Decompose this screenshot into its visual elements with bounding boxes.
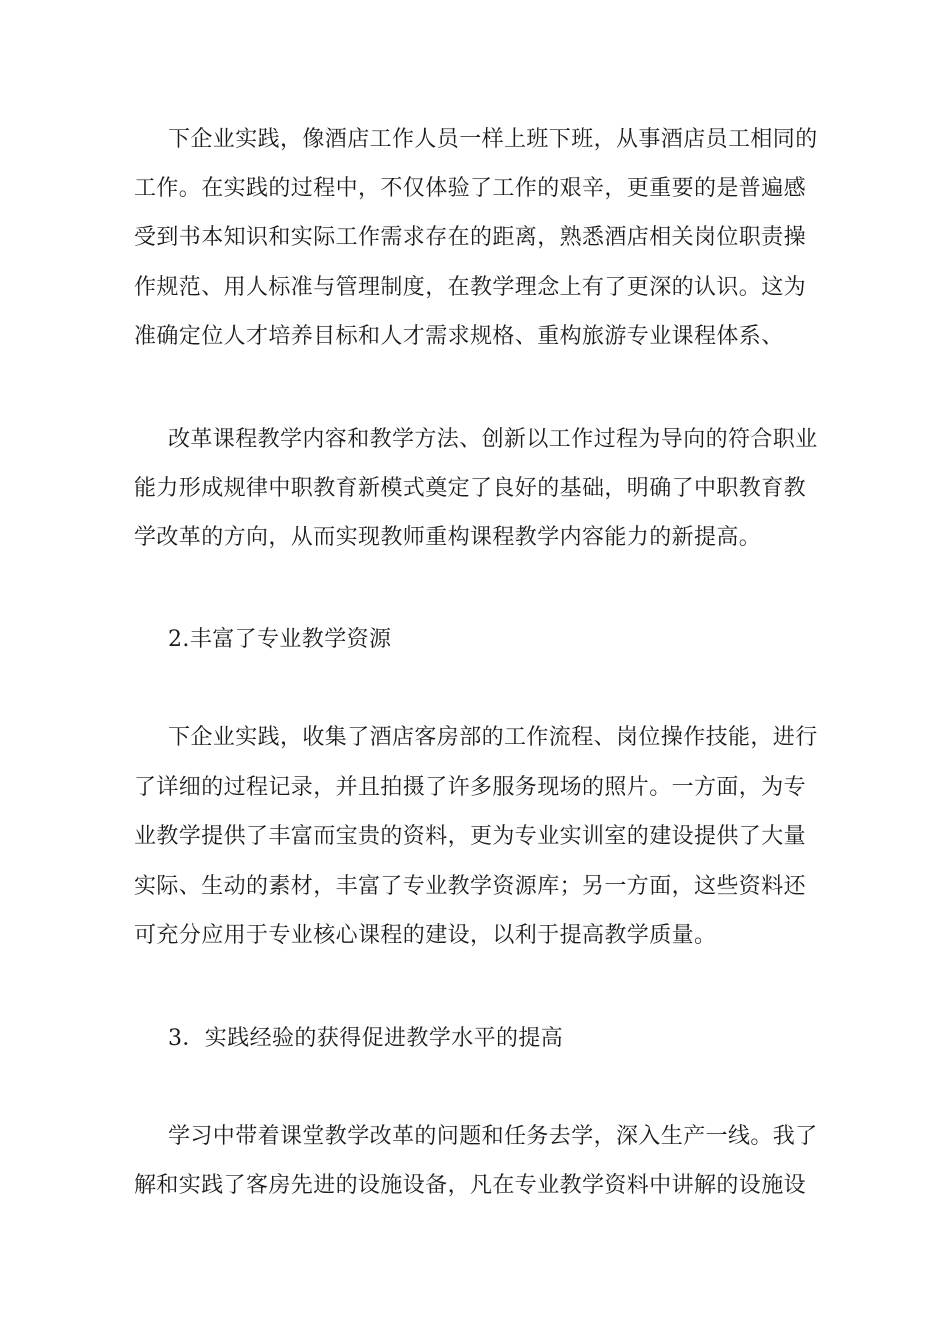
section-heading-2: 2.丰富了专业教学资源 <box>168 627 392 652</box>
paragraph-1-line-5: 准确定位人才培养目标和人才需求规格、重构旅游专业课程体系、 <box>134 324 784 349</box>
paragraph-3-line-3: 业教学提供了丰富而宝贵的资料，更为专业实训室的建设提供了大量 <box>134 824 807 849</box>
paragraph-3-line-4: 实际、生动的素材，丰富了专业教学资源库；另一方面，这些资料还 <box>134 874 807 899</box>
paragraph-1-line-2: 工作。在实践的过程中，不仅体验了工作的艰辛，更重要的是普遍感 <box>134 176 807 201</box>
paragraph-3-line-2: 了详细的过程记录，并且拍摄了许多服务现场的照片。一方面，为专 <box>134 775 807 800</box>
section-heading-3: 3．实践经验的获得促进教学水平的提高 <box>168 1026 564 1051</box>
paragraph-2-line-2: 能力形成规律中职教育新模式奠定了良好的基础，明确了中职教育教 <box>134 476 807 501</box>
paragraph-1-line-3: 受到书本知识和实际工作需求存在的距离，熟悉酒店相关岗位职责操 <box>134 225 807 250</box>
paragraph-2-line-3: 学改革的方向，从而实现教师重构课程教学内容能力的新提高。 <box>134 525 762 550</box>
paragraph-4-line-1: 学习中带着课堂教学改革的问题和任务去学，深入生产一线。我了 <box>168 1124 818 1149</box>
paragraph-4-line-2: 解和实践了客房先进的设施设备，凡在专业教学资料中讲解的设施设 <box>134 1173 807 1198</box>
paragraph-1-line-1: 下企业实践，像酒店工作人员一样上班下班，从事酒店员工相同的 <box>168 127 818 152</box>
paragraph-3-line-1: 下企业实践，收集了酒店客房部的工作流程、岗位操作技能，进行 <box>168 725 818 750</box>
paragraph-3-line-5: 可充分应用于专业核心课程的建设，以利于提高教学质量。 <box>134 923 717 948</box>
paragraph-2-line-1: 改革课程教学内容和教学方法、创新以工作过程为导向的符合职业 <box>168 427 818 452</box>
paragraph-1-line-4: 作规范、用人标准与管理制度，在教学理念上有了更深的认识。这为 <box>134 275 807 300</box>
